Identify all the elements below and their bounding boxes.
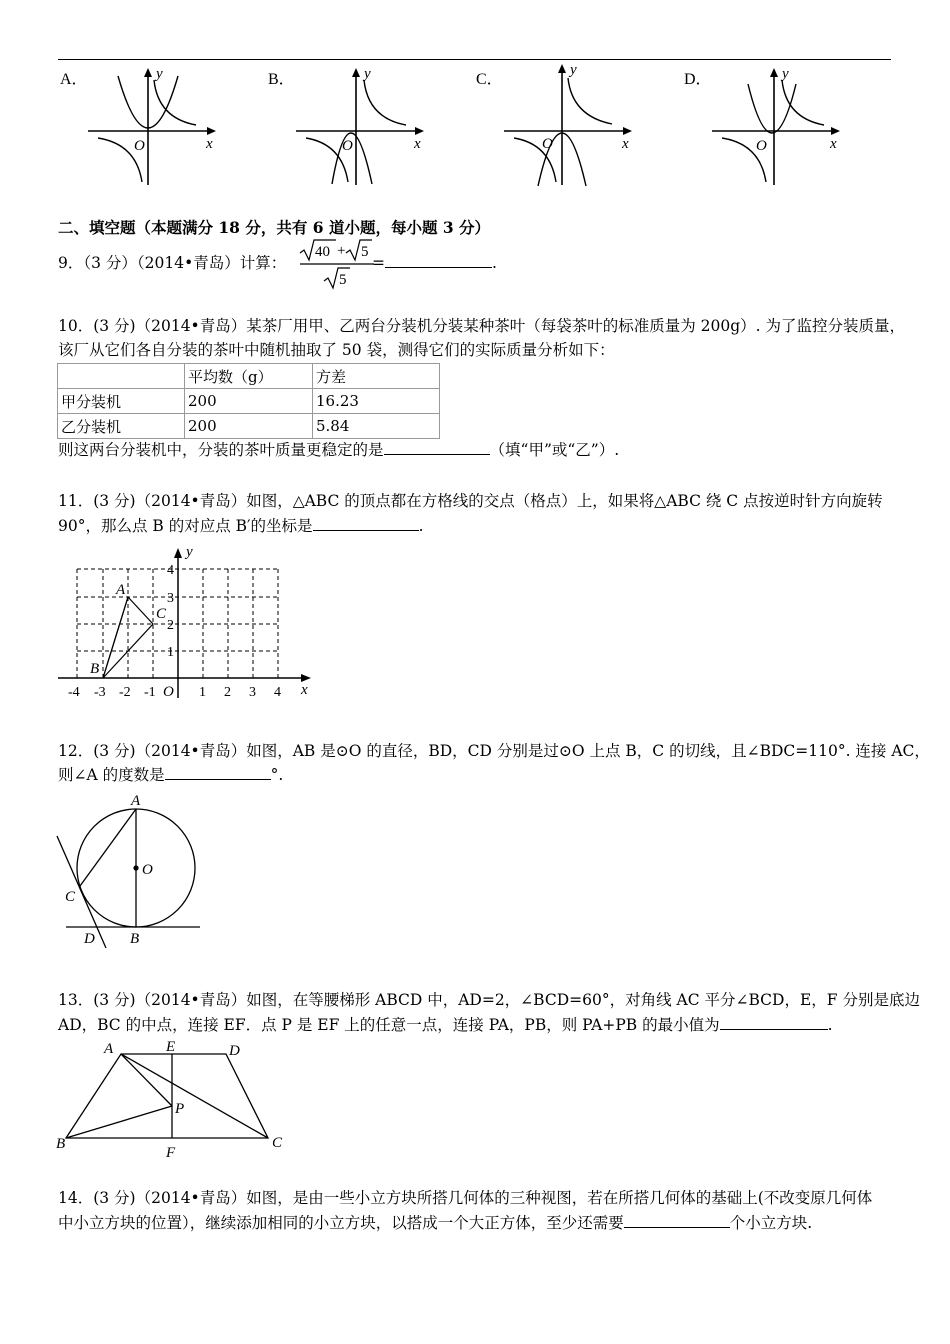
- y-axis-arrow: [174, 548, 182, 558]
- table-row: [58, 414, 440, 439]
- q12-line-1: 12．(3 分)（2014•青岛）如图，AB 是⊙O 的直径，BD，CD 分别是过⊙O 上点 B，C 的切线，且∠BDC=110°. 连接 AC，: [58, 742, 930, 760]
- point-d-label: D: [84, 931, 95, 947]
- point-c-label: C: [65, 889, 76, 905]
- y-tick: 1: [167, 645, 174, 660]
- table-cell: 200: [185, 389, 313, 414]
- option-a-label: A．: [60, 71, 88, 88]
- point-d-label: D: [229, 1043, 240, 1059]
- origin-label: O: [756, 138, 767, 154]
- point-p-label: P: [175, 1101, 185, 1117]
- y-axis-arrow: [770, 68, 778, 77]
- option-b-graph: [292, 62, 432, 188]
- table-cell: 甲分装机: [58, 389, 185, 414]
- q12-line-2: [58, 763, 283, 787]
- point-a-label: A: [116, 582, 126, 598]
- x-axis-arrow: [301, 674, 311, 682]
- segment-pa: [121, 1054, 172, 1106]
- q14-line-2: [58, 1211, 812, 1235]
- q13-line-2: [58, 1013, 833, 1037]
- center-dot: [133, 865, 138, 870]
- x-axis-arrow: [207, 127, 216, 135]
- x-axis-label: x: [414, 136, 421, 152]
- q10-line-1: 10．(3 分)（2014•青岛）某茶厂用甲、乙两台分装机分装某种茶叶（每袋茶叶的标准质量为 200g）. 为了监控分装质量，: [58, 317, 905, 335]
- origin-label: O: [342, 138, 353, 154]
- table-row: [58, 389, 440, 414]
- origin-label: O: [134, 138, 145, 154]
- point-c-label: C: [156, 606, 167, 622]
- q9-fraction: [298, 236, 380, 290]
- y-tick: 2: [167, 618, 174, 633]
- table-cell: 200: [185, 414, 313, 439]
- num-b: 5: [361, 244, 369, 260]
- x-axis-arrow: [623, 127, 632, 135]
- point-e-label: E: [166, 1039, 176, 1055]
- y-axis-label: y: [570, 62, 577, 78]
- table-header-cell: 方差: [313, 364, 440, 389]
- trapezoid-abcd: [66, 1054, 268, 1138]
- x-tick: 1: [199, 685, 206, 700]
- q10-line-2: 该厂从它们各自分装的茶叶中随机抽取了 50 袋，测得它们的实际质量分析如下：: [58, 341, 615, 359]
- point-a-label: A: [104, 1041, 114, 1057]
- x-tick: -1: [144, 685, 156, 700]
- y-axis-label: y: [156, 66, 163, 82]
- answer-blank[interactable]: [165, 764, 271, 780]
- x-axis-label: x: [622, 136, 629, 152]
- point-o-label: O: [142, 862, 153, 878]
- q12-line-2-suffix: °.: [270, 766, 284, 784]
- q14-line-1: 14．(3 分)（2014•青岛）如图，是由一些小立方块所搭几何体的三种视图，若在所搭几何体的基础上(不改变原几何体: [58, 1189, 873, 1207]
- y-axis-label: y: [364, 66, 371, 82]
- table-cell: 16.23: [313, 389, 440, 414]
- point-b-label: B: [130, 931, 140, 947]
- table-cell: 乙分装机: [58, 414, 185, 439]
- q12-circle-figure: [54, 790, 214, 956]
- y-tick-labels: [167, 563, 174, 660]
- table-header-row: [58, 364, 440, 389]
- den: 5: [339, 272, 347, 288]
- top-rule: [58, 59, 891, 60]
- answer-blank[interactable]: [385, 252, 492, 268]
- origin-label: O: [163, 684, 174, 700]
- point-f-label: F: [166, 1145, 176, 1161]
- option-b-label: B．: [268, 71, 295, 88]
- x-tick: 2: [224, 685, 231, 700]
- hyperbola-branch-1: [364, 80, 406, 125]
- option-c-label: C．: [476, 71, 503, 88]
- y-tick: 3: [167, 591, 174, 606]
- q12-line-2-prefix: 则∠A 的度数是: [58, 766, 165, 784]
- q11-line-2: [58, 514, 424, 538]
- x-axis-label: x: [830, 136, 837, 152]
- answer-blank[interactable]: [624, 1212, 730, 1228]
- diagonal-ac: [121, 1054, 268, 1138]
- q9-prefix: 9．（3 分）（2014•青岛）计算：: [58, 254, 287, 272]
- y-axis-arrow: [144, 68, 152, 77]
- q13-trapezoid-figure: [54, 1038, 290, 1162]
- section-title: 二、填空题（本题满分 18 分，共有 6 道小题，每小题 3 分）: [58, 218, 491, 237]
- q11-grid-figure: [56, 542, 318, 700]
- q9-end: .: [492, 254, 497, 272]
- y-axis-arrow: [352, 68, 360, 77]
- plus-sign: +: [337, 243, 346, 259]
- q14-line-2-suffix: 个小立方块.: [729, 1214, 813, 1232]
- option-c-graph: [500, 58, 640, 188]
- x-axis-label: x: [206, 136, 213, 152]
- x-tick: 4: [274, 685, 281, 700]
- q13-line-2-suffix: .: [827, 1016, 833, 1034]
- triangle-abc: [103, 597, 153, 678]
- x-tick: -2: [119, 685, 131, 700]
- y-tick: 4: [167, 563, 174, 578]
- chord-ac: [80, 809, 136, 886]
- answer-blank[interactable]: [384, 439, 490, 455]
- point-b-label: B: [90, 661, 100, 677]
- table-header-cell: 平均数（g）: [185, 364, 313, 389]
- y-axis-label: y: [186, 544, 193, 560]
- x-tick: -4: [68, 685, 80, 700]
- q9-answer-line: [372, 251, 497, 275]
- x-tick-labels: [68, 685, 281, 700]
- y-axis-arrow: [558, 64, 566, 73]
- q10-table: [57, 363, 440, 439]
- num-a: 40: [315, 244, 330, 260]
- answer-blank[interactable]: [720, 1014, 828, 1030]
- table-header-cell: [58, 364, 185, 389]
- x-axis-label: x: [301, 682, 308, 698]
- origin-label: O: [542, 136, 553, 152]
- x-tick: 3: [249, 685, 256, 700]
- q14-line-2-prefix: 中小立方块的位置），继续添加相同的小立方块，以搭成一个大正方体，至少还需要: [58, 1214, 624, 1232]
- q10-line-3-prefix: 则这两台分装机中，分装的茶叶质量更稳定的是: [58, 441, 384, 459]
- table-cell: 5.84: [313, 414, 440, 439]
- q13-line-2-prefix: AD，BC 的中点，连接 EF．点 P 是 EF 上的任意一点，连接 PA，PB，则 PA+PB 的最小值为: [58, 1016, 720, 1034]
- hyperbola-branch-1: [782, 80, 824, 125]
- option-d-graph: [708, 62, 848, 188]
- segment-pb: [66, 1106, 172, 1138]
- x-axis-arrow: [415, 127, 424, 135]
- point-b-label: B: [56, 1136, 66, 1152]
- q11-line-2-suffix: .: [418, 517, 424, 535]
- x-tick: -3: [94, 685, 106, 700]
- point-c-label: C: [272, 1135, 283, 1151]
- answer-blank[interactable]: [313, 515, 419, 531]
- option-d-label: D．: [684, 71, 712, 88]
- y-axis-label: y: [782, 66, 789, 82]
- q11-line-1: 11．(3 分)（2014•青岛）如图，△ABC 的顶点都在方格线的交点（格点）上，如果将△ABC 绕 C 点按逆时针方向旋转: [58, 492, 883, 510]
- option-a-graph: [84, 62, 224, 188]
- q11-line-2-prefix: 90°，那么点 B 的对应点 B′的坐标是: [58, 517, 313, 535]
- parabola-curve: [748, 84, 796, 133]
- hyperbola-branch-1: [568, 78, 612, 124]
- point-a-label: A: [131, 793, 141, 809]
- x-axis-arrow: [831, 127, 840, 135]
- segment-ab: [103, 597, 128, 678]
- q10-line-3-suffix: （填“甲”或“乙”）.: [489, 441, 620, 459]
- q13-line-1: 13．(3 分)（2014•青岛）如图，在等腰梯形 ABCD 中，AD=2，∠BCD=60°，对角线 AC 平分∠BCD，E，F 分别是底边: [58, 991, 920, 1009]
- equals-sign: =: [372, 254, 385, 272]
- q10-line-3: [58, 438, 619, 462]
